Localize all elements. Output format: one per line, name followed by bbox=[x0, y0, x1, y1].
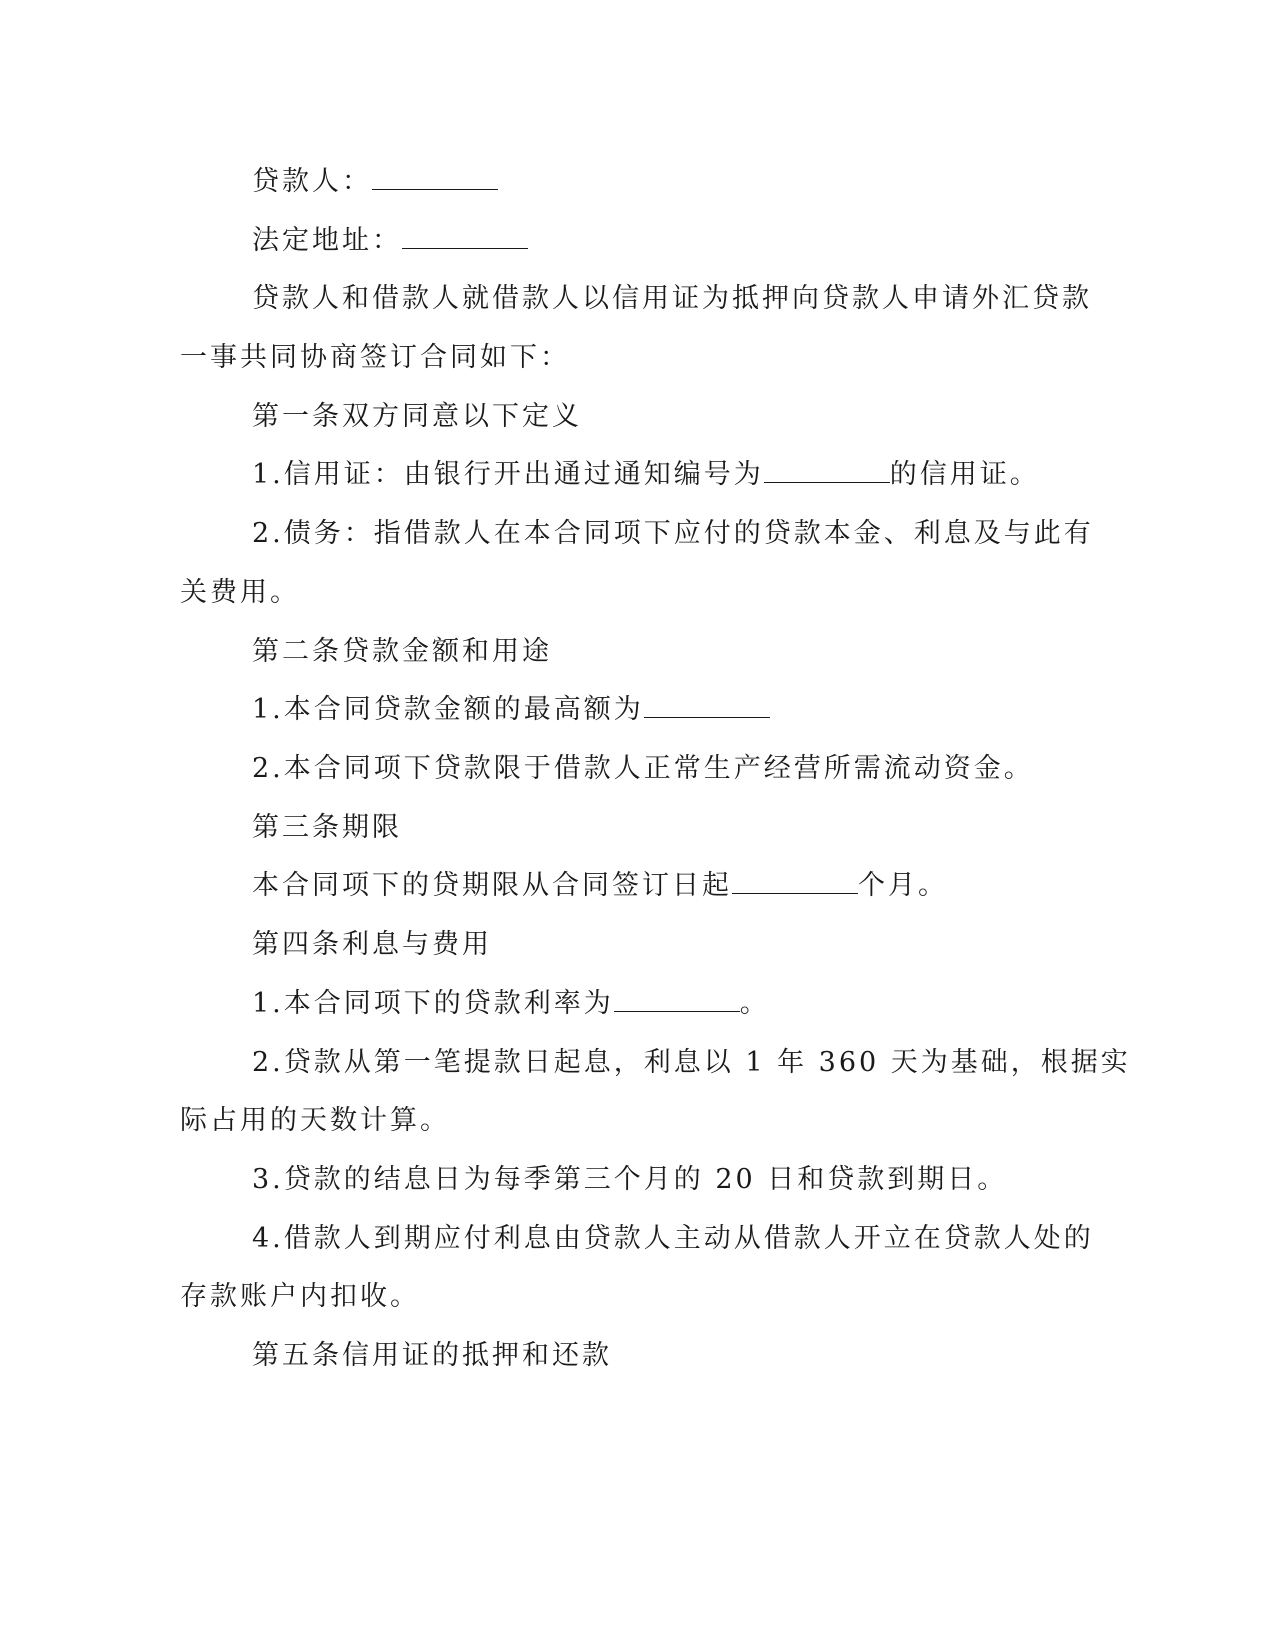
article-4-item-4: 4.借款人到期应付利息由贷款人主动从借款人开立在贷款人处的 bbox=[252, 1223, 1094, 1254]
item-text-end: 的信用证。 bbox=[889, 459, 1040, 490]
article-2-item-1 bbox=[252, 692, 770, 728]
preamble-line-2: 一事共同协商签订合同如下： bbox=[180, 342, 570, 373]
legal-address-label: 法定地址： bbox=[252, 225, 402, 256]
max-amount-blank bbox=[644, 693, 770, 718]
article-2-item-2: 2.本合同项下贷款限于借款人正常生产经营所需流动资金。 bbox=[252, 753, 1034, 784]
article-1-heading: 第一条双方同意以下定义 bbox=[252, 401, 582, 432]
item-text: 本合同项下的贷期限从合同签订日起 bbox=[252, 870, 732, 901]
item-text: 1.信用证：由银行开出通过通知编号为 bbox=[252, 459, 764, 490]
lender-label: 贷款人： bbox=[252, 166, 372, 197]
article-1-item-2: 2.债务：指借款人在本合同项下应付的贷款本金、利息及与此有 bbox=[252, 518, 1094, 549]
item-text-end: 。 bbox=[739, 988, 770, 1019]
preamble-line-1: 贷款人和借款人就借款人以信用证为抵押向贷款人申请外汇贷款 bbox=[252, 283, 1092, 314]
article-4-item-2-cont: 际占用的天数计算。 bbox=[180, 1105, 450, 1136]
lc-number-blank bbox=[764, 458, 890, 483]
article-2-heading: 第二条贷款金额和用途 bbox=[252, 636, 552, 667]
article-3-heading: 第三条期限 bbox=[252, 812, 402, 843]
legal-address-line bbox=[252, 223, 528, 259]
article-4-heading: 第四条利息与费用 bbox=[252, 929, 492, 960]
lender-blank bbox=[372, 165, 498, 190]
item-text: 1.本合同项下的贷款利率为 bbox=[252, 988, 614, 1019]
article-4-item-1 bbox=[252, 986, 770, 1022]
interest-rate-blank bbox=[614, 987, 740, 1012]
article-4-item-2: 2.贷款从第一笔提款日起息，利息以 1 年 360 天为基础，根据实 bbox=[252, 1047, 1131, 1078]
article-1-item-2-cont: 关费用。 bbox=[180, 577, 300, 608]
article-5-heading: 第五条信用证的抵押和还款 bbox=[252, 1340, 612, 1371]
term-months-blank bbox=[732, 869, 858, 894]
item-text: 1.本合同贷款金额的最高额为 bbox=[252, 694, 644, 725]
article-3-body bbox=[252, 868, 948, 904]
article-4-item-3: 3.贷款的结息日为每季第三个月的 20 日和贷款到期日。 bbox=[252, 1164, 1008, 1195]
article-4-item-4-cont: 存款账户内扣收。 bbox=[180, 1281, 420, 1312]
article-1-item-1 bbox=[252, 457, 1040, 493]
lender-line bbox=[252, 164, 498, 200]
legal-address-blank bbox=[402, 224, 528, 249]
item-text-end: 个月。 bbox=[858, 870, 948, 901]
